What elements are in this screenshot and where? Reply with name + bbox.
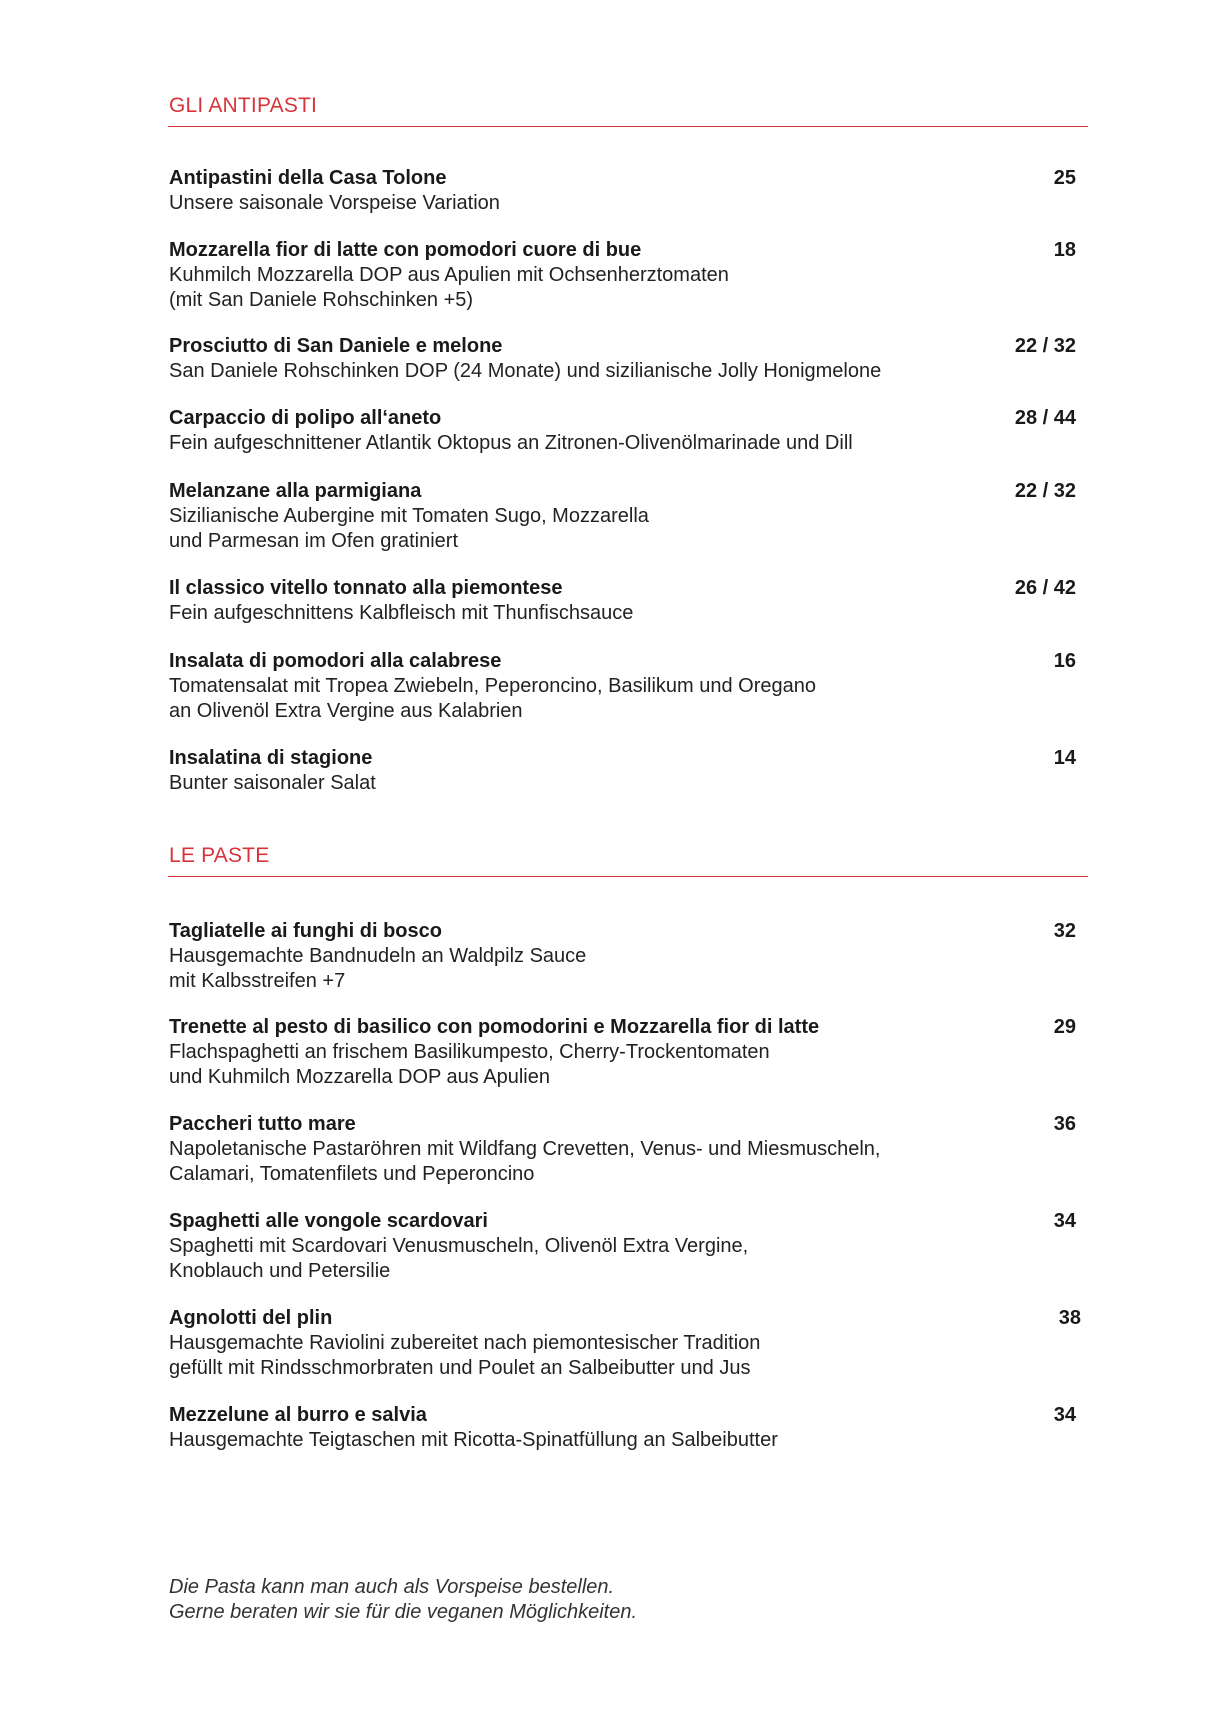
item-price: 16 <box>1053 650 1076 672</box>
item-price: 26 / 42 <box>1014 577 1076 599</box>
menu-item <box>169 648 1076 723</box>
item-price: 32 <box>1053 920 1076 942</box>
item-description: Bunter saisonaler Salat <box>169 772 376 794</box>
item-description: (mit San Daniele Rohschinken +5) <box>169 288 474 311</box>
item-name: Tagliatelle ai funghi di bosco <box>169 920 442 942</box>
item-price: 29 <box>1053 1016 1076 1038</box>
item-price: 18 <box>1053 239 1076 261</box>
item-name: Melanzane alla parmigiana <box>169 480 422 502</box>
footnote <box>169 1575 637 1625</box>
item-description: Fein aufgeschnittens Kalbfleisch mit Thunfischsauce <box>169 602 634 624</box>
item-price: 38 <box>1058 1307 1081 1329</box>
section-title-paste: LE PASTE <box>169 844 270 867</box>
item-description: Fein aufgeschnittener Atlantik Oktopus an Zitronen-Olivenölmarinade und Dill <box>169 432 853 454</box>
menu-item <box>169 333 1076 384</box>
item-price: 22 / 32 <box>1014 480 1076 502</box>
item-name: Insalata di pomodori alla calabrese <box>169 650 502 672</box>
item-name: Prosciutto di San Daniele e melone <box>169 335 503 357</box>
item-description: Sizilianische Aubergine mit Tomaten Sugo, Mozzarella <box>169 505 649 527</box>
item-description: Flachspaghetti an frischem Basilikumpesto, Cherry-Trockentomaten <box>169 1041 770 1063</box>
item-name: Spaghetti alle vongole scardovari <box>169 1210 488 1232</box>
menu-item <box>169 165 1076 216</box>
item-name: Trenette al pesto di basilico con pomodorini e Mozzarella fior di latte <box>169 1016 820 1038</box>
menu-item <box>169 745 1076 796</box>
item-price: 14 <box>1053 747 1076 769</box>
item-description: Spaghetti mit Scardovari Venusmuscheln, Olivenöl Extra Vergine, <box>169 1235 749 1257</box>
menu-item <box>169 237 1076 312</box>
item-description: mit Kalbsstreifen +7 <box>169 969 346 992</box>
section-divider <box>168 126 1088 127</box>
item-description: gefüllt mit Rindsschmorbraten und Poulet an Salbeibutter und Jus <box>169 1356 751 1379</box>
item-description: Hausgemachte Teigtaschen mit Ricotta-Spinatfüllung an Salbeibutter <box>169 1429 778 1451</box>
item-price: 22 / 32 <box>1014 335 1076 357</box>
item-price: 34 <box>1053 1404 1076 1426</box>
menu-item <box>169 405 1076 456</box>
item-price: 25 <box>1053 167 1076 189</box>
item-name: Insalatina di stagione <box>169 747 373 769</box>
item-name: Carpaccio di polipo all‘aneto <box>169 407 442 429</box>
item-name: Agnolotti del plin <box>169 1307 333 1329</box>
item-name: Antipastini della Casa Tolone <box>169 167 447 189</box>
menu-item <box>169 1014 1076 1089</box>
item-description: Kuhmilch Mozzarella DOP aus Apulien mit Ochsenherztomaten <box>169 264 729 286</box>
item-price: 36 <box>1053 1113 1076 1135</box>
item-name: Paccheri tutto mare <box>169 1113 356 1135</box>
item-price: 34 <box>1053 1210 1076 1232</box>
section-title-antipasti: GLI ANTIPASTI <box>169 94 318 117</box>
menu-item <box>169 1305 1081 1380</box>
item-name: Il classico vitello tonnato alla piemontese <box>169 577 563 599</box>
footnote-line: Gerne beraten wir sie für die veganen Möglichkeiten. <box>169 1601 638 1623</box>
menu-item <box>169 1402 1076 1453</box>
footnote-line: Die Pasta kann man auch als Vorspeise bestellen. <box>169 1576 615 1598</box>
item-description: und Parmesan im Ofen gratiniert <box>169 529 459 552</box>
item-description: Calamari, Tomatenfilets und Peperoncino <box>169 1162 535 1185</box>
item-description: Hausgemachte Bandnudeln an Waldpilz Sauce <box>169 945 587 967</box>
item-description: an Olivenöl Extra Vergine aus Kalabrien <box>169 699 523 722</box>
menu-item <box>169 1208 1076 1283</box>
item-description: Hausgemachte Raviolini zubereitet nach piemontesischer Tradition <box>169 1332 761 1354</box>
section-divider <box>168 876 1088 877</box>
item-description: Tomatensalat mit Tropea Zwiebeln, Peperoncino, Basilikum und Oregano <box>169 675 817 697</box>
item-description: Napoletanische Pastaröhren mit Wildfang Crevetten, Venus- und Miesmuscheln, <box>169 1138 881 1160</box>
item-price: 28 / 44 <box>1014 407 1076 429</box>
item-description: Unsere saisonale Vorspeise Variation <box>169 192 500 214</box>
item-description: und Kuhmilch Mozzarella DOP aus Apulien <box>169 1065 550 1088</box>
item-description: Knoblauch und Petersilie <box>169 1259 391 1282</box>
menu-item <box>169 575 1076 626</box>
menu-item <box>169 1111 1076 1186</box>
menu-item <box>169 918 1076 993</box>
item-description: San Daniele Rohschinken DOP (24 Monate) und sizilianische Jolly Honigmelone <box>169 360 882 382</box>
item-name: Mozzarella fior di latte con pomodori cuore di bue <box>169 239 642 261</box>
menu-item <box>169 478 1076 553</box>
item-name: Mezzelune al burro e salvia <box>169 1404 427 1426</box>
